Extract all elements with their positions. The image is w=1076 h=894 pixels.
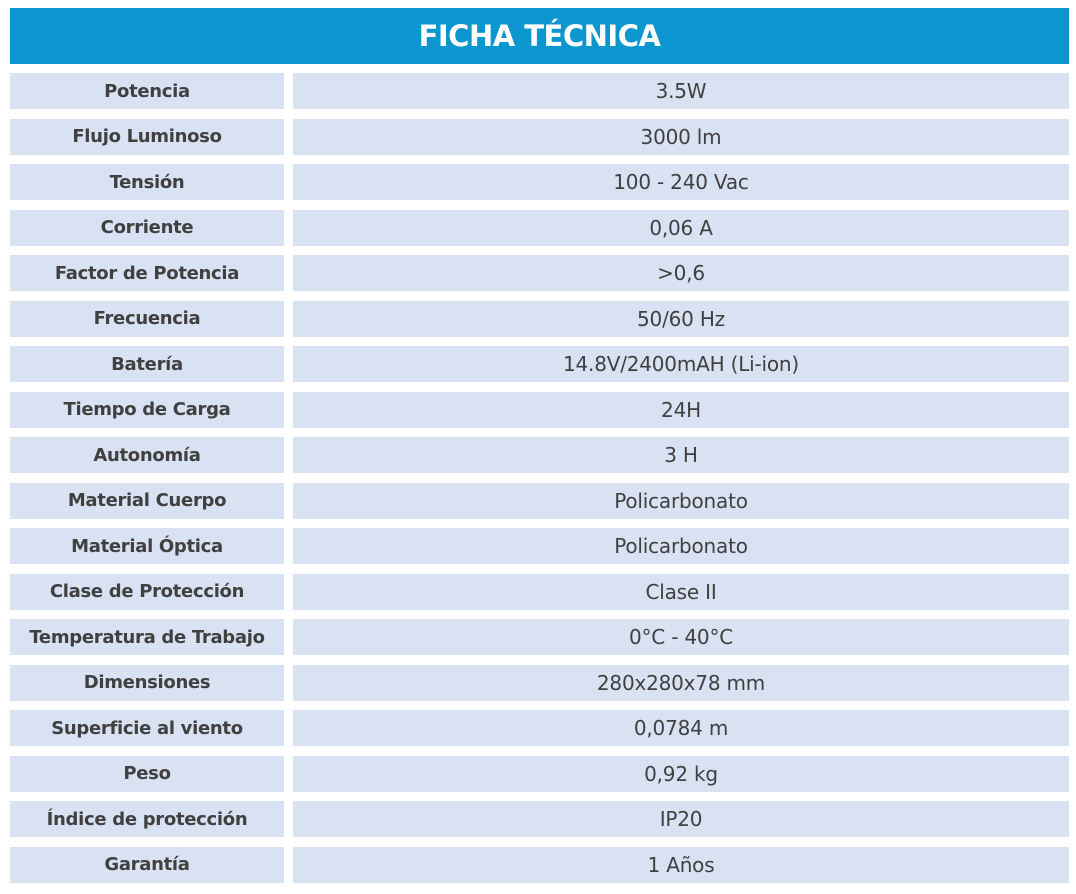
spec-row-temperatura-trabajo (10, 619, 1069, 655)
spec-row-clase-proteccion (10, 574, 1069, 610)
spec-row-tiempo-carga (10, 392, 1069, 428)
spec-label: Peso (10, 756, 284, 792)
spec-label: Temperatura de Trabajo (10, 619, 284, 655)
spec-row-superficie-viento (10, 710, 1069, 746)
spec-label: Garantía (10, 847, 284, 883)
spec-label: Corriente (10, 210, 284, 246)
spec-value: Clase II (293, 574, 1069, 610)
spec-row-autonomia (10, 437, 1069, 473)
spec-label: Material Óptica (10, 528, 284, 564)
spec-label: Batería (10, 346, 284, 382)
spec-value: 3.5W (293, 73, 1069, 109)
spec-row-potencia (10, 73, 1069, 109)
spec-label: Frecuencia (10, 301, 284, 337)
spec-label: Índice de protección (10, 801, 284, 837)
spec-value: 24H (293, 392, 1069, 428)
spec-row-tension (10, 164, 1069, 200)
spec-row-frecuencia (10, 301, 1069, 337)
spec-header (10, 8, 1069, 64)
spec-value: 50/60 Hz (293, 301, 1069, 337)
spec-row-flujo-luminoso (10, 119, 1069, 155)
spec-row-material-optica (10, 528, 1069, 564)
spec-value: 100 - 240 Vac (293, 164, 1069, 200)
spec-table (10, 73, 1069, 883)
spec-value: 280x280x78 mm (293, 665, 1069, 701)
spec-label: Potencia (10, 73, 284, 109)
spec-row-factor-potencia (10, 255, 1069, 291)
spec-value: Policarbonato (293, 528, 1069, 564)
spec-title: FICHA TÉCNICA (418, 19, 661, 53)
spec-row-bateria (10, 346, 1069, 382)
spec-value: IP20 (293, 801, 1069, 837)
spec-row-corriente (10, 210, 1069, 246)
spec-value: 1 Años (293, 847, 1069, 883)
spec-sheet (10, 8, 1069, 892)
spec-label: Superficie al viento (10, 710, 284, 746)
spec-row-peso (10, 756, 1069, 792)
spec-value: Policarbonato (293, 483, 1069, 519)
spec-label: Factor de Potencia (10, 255, 284, 291)
spec-value: 0,0784 m (293, 710, 1069, 746)
spec-label: Dimensiones (10, 665, 284, 701)
spec-row-material-cuerpo (10, 483, 1069, 519)
spec-value: 0,92 kg (293, 756, 1069, 792)
spec-value: 0,06 A (293, 210, 1069, 246)
spec-value: 0°C - 40°C (293, 619, 1069, 655)
spec-label: Clase de Protección (10, 574, 284, 610)
spec-label: Flujo Luminoso (10, 119, 284, 155)
spec-row-indice-proteccion (10, 801, 1069, 837)
spec-label: Tiempo de Carga (10, 392, 284, 428)
spec-value: 14.8V/2400mAH (Li-ion) (293, 346, 1069, 382)
spec-row-garantia (10, 847, 1069, 883)
spec-value: 3000 lm (293, 119, 1069, 155)
spec-label: Tensión (10, 164, 284, 200)
spec-label: Material Cuerpo (10, 483, 284, 519)
spec-row-dimensiones (10, 665, 1069, 701)
spec-value: 3 H (293, 437, 1069, 473)
spec-label: Autonomía (10, 437, 284, 473)
spec-value: >0,6 (293, 255, 1069, 291)
